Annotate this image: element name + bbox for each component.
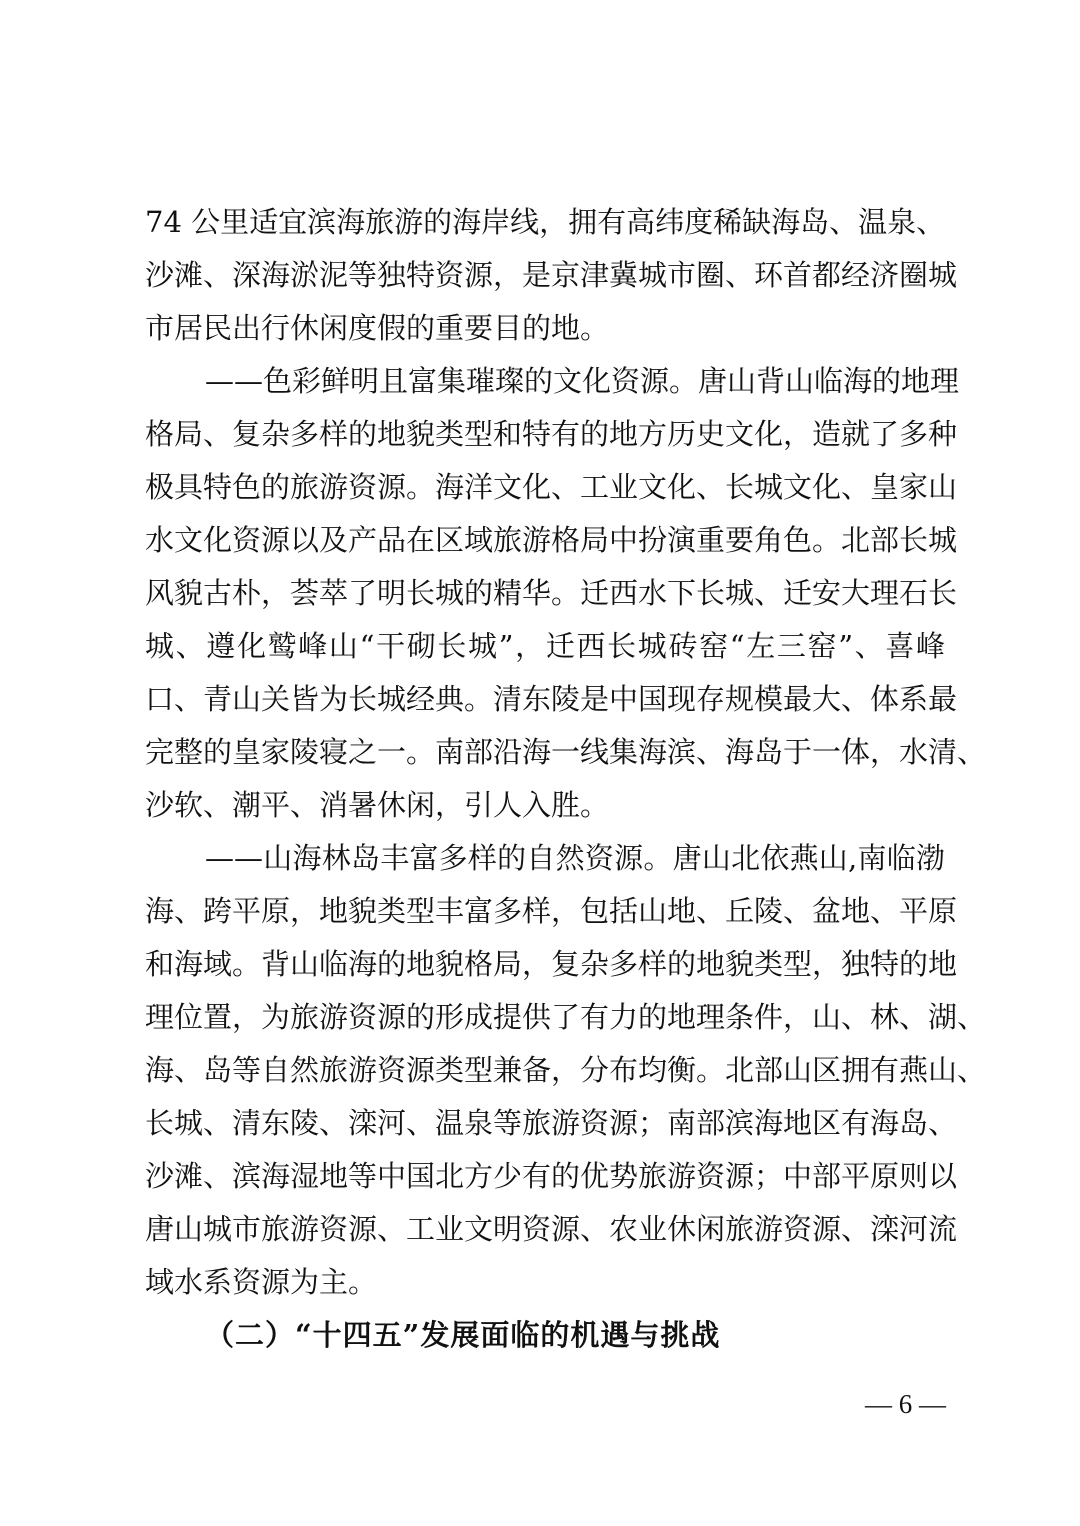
paragraph-3-line-7: 沙滩、滨海湿地等中国北方少有的优势旅游资源；中部平原则以	[145, 1159, 958, 1193]
paragraph-2-line-7: 口、青山关皆为长城经典。清东陵是中国现存规模最大、体系最	[145, 682, 958, 716]
paragraph-2-line-8: 完整的皇家陵寝之一。南部沿海一线集海滨、海岛于一体，水清、	[145, 735, 987, 769]
paragraph-1-line-1: 74 公里适宜滨海旅游的海岸线，拥有高纬度稀缺海岛、温泉、	[145, 205, 946, 239]
paragraph-2-line-1: ——色彩鲜明且富集璀璨的文化资源。唐山背山临海的地理	[205, 364, 960, 398]
paragraph-3-line-1: ——山海林岛丰富多样的自然资源。唐山北依燕山,南临渤	[205, 841, 945, 875]
paragraph-2-line-3: 极具特色的旅游资源。海洋文化、工业文化、长城文化、皇家山	[145, 470, 958, 504]
paragraph-3-line-8: 唐山城市旅游资源、工业文明资源、农业休闲旅游资源、滦河流	[145, 1212, 958, 1246]
paragraph-3-line-6: 长城、清东陵、滦河、温泉等旅游资源；南部滨海地区有海岛、	[145, 1106, 958, 1140]
paragraph-3-line-4: 理位置，为旅游资源的形成提供了有力的地理条件，山、林、湖、	[145, 1000, 987, 1034]
paragraph-2-line-9: 沙软、潮平、消暑休闲，引人入胜。	[145, 788, 610, 822]
page-number: — 6 —	[865, 1389, 946, 1419]
paragraph-1-line-2: 沙滩、深海淤泥等独特资源，是京津冀城市圈、环首都经济圈城	[145, 258, 958, 292]
section-heading: （二）“十四五”发展面临的机遇与挑战	[205, 1318, 721, 1352]
paragraph-3-line-3: 和海域。背山临海的地貌格局，复杂多样的地貌类型，独特的地	[145, 947, 958, 981]
paragraph-2-line-5: 风貌古朴，荟萃了明长城的精华。迁西水下长城、迁安大理石长	[145, 576, 958, 610]
paragraph-3-line-9: 域水系资源为主。	[145, 1265, 378, 1299]
paragraph-2-line-4: 水文化资源以及产品在区域旅游格局中扮演重要角色。北部长城	[145, 523, 958, 557]
paragraph-3-line-5: 海、岛等自然旅游资源类型兼备，分布均衡。北部山区拥有燕山、	[145, 1053, 987, 1087]
paragraph-2-line-2: 格局、复杂多样的地貌类型和特有的地方历史文化，造就了多种	[145, 417, 958, 451]
paragraph-2-line-6: 城、遵化鹫峰山“干砌长城”，迁西长城砖窑“左三窑”、喜峰	[145, 629, 945, 663]
paragraph-1-line-3: 市居民出行休闲度假的重要目的地。	[145, 311, 610, 345]
paragraph-3-line-2: 海、跨平原，地貌类型丰富多样，包括山地、丘陵、盆地、平原	[145, 894, 958, 928]
